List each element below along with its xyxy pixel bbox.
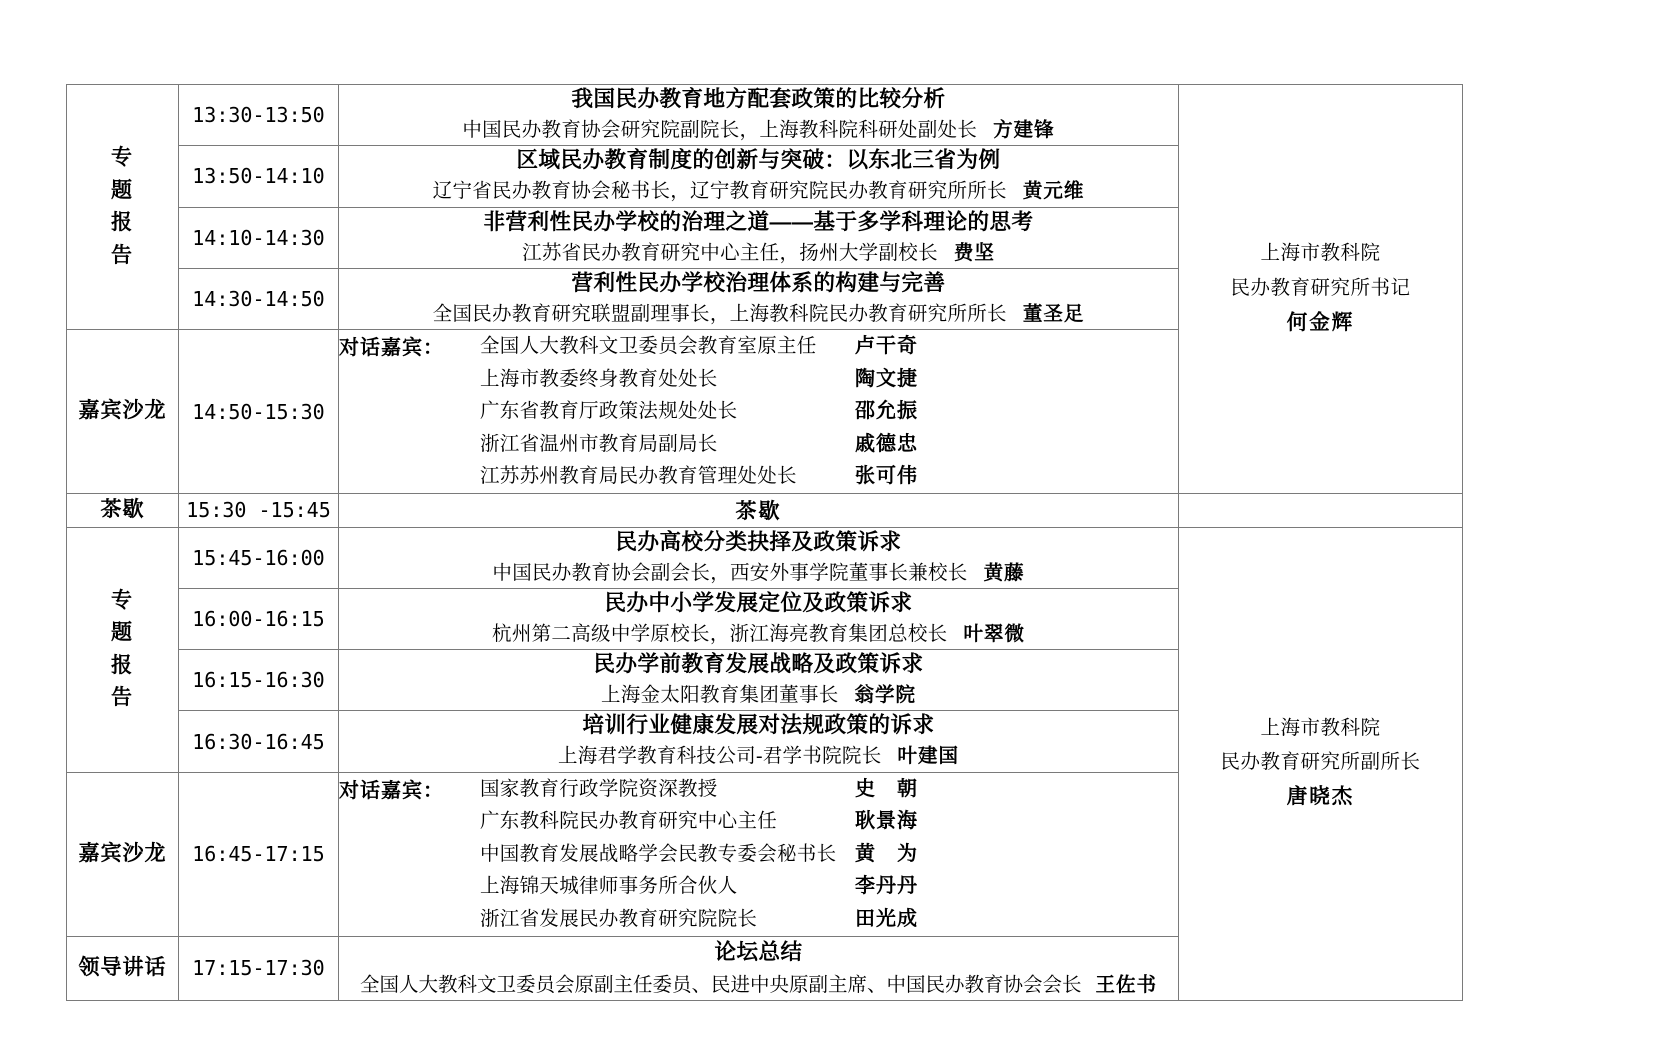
session-cell	[339, 711, 1179, 772]
guest-role: 江苏苏州教育局民办教育管理处处长	[480, 466, 797, 488]
guest-role: 上海市教委终身教育处处长	[480, 368, 718, 390]
session-time: 16:00-16:15	[179, 588, 339, 649]
speaker-affiliation: 辽宁省民办教育协会秘书长，辽宁教育研究院民办教育研究所所长	[432, 181, 1007, 203]
guest-name: 邵允振	[855, 400, 918, 423]
session-cell	[339, 85, 1179, 146]
speaker-name: 董圣足	[1022, 302, 1085, 325]
session-speaker-line	[339, 681, 1178, 710]
guest-name: 田光成	[855, 908, 918, 930]
summary-title: 论坛总结	[714, 939, 803, 964]
salon-guest-list	[480, 773, 1178, 936]
guest-role: 广东教科院民办教育研究中心主任	[480, 811, 778, 833]
session-time: 16:30-16:45	[179, 711, 339, 772]
speaker-name: 黄藤	[983, 561, 1025, 584]
session-title: 民办高校分类抉择及政策诉求	[615, 529, 902, 554]
guest-name: 耿景海	[855, 810, 918, 833]
host-org-line2: 民办教育研究所副所长	[1220, 752, 1421, 774]
host-cell-1	[1179, 85, 1463, 494]
speaker-affiliation: 上海金太阳教育集团董事长	[600, 685, 839, 707]
guest-role: 广东省教育厅政策法规处处长	[480, 401, 738, 423]
guest-name: 张可伟	[855, 465, 918, 488]
guest-role: 国家教育行政学院资深教授	[480, 778, 718, 800]
session-cell	[339, 146, 1179, 207]
list-item	[480, 838, 1178, 871]
speaker-affiliation: 杭州第二高级中学原校长，浙江海亮教育集团总校长	[492, 623, 948, 645]
guest-name: 史 朝	[855, 777, 918, 800]
session-time: 16:45-17:15	[179, 772, 339, 936]
list-item	[480, 330, 1178, 363]
session-title: 区域民办教育制度的创新与突破：以东北三省为例	[516, 148, 1001, 173]
salon-label: 对话嘉宾：	[339, 337, 444, 360]
guest-name: 陶文捷	[855, 367, 918, 390]
guest-name: 李丹丹	[855, 875, 918, 898]
tea-break-label: 茶歇	[339, 494, 1179, 528]
salon-cell	[339, 772, 1179, 936]
category-cell-leader-speech: 领导讲话	[67, 936, 179, 1000]
category-char: 报	[111, 211, 134, 235]
session-title: 营利性民办学校治理体系的构建与完善	[571, 270, 946, 295]
host-name: 何金辉	[1286, 310, 1355, 334]
salon-cell	[339, 330, 1179, 494]
table-row	[67, 527, 1463, 588]
category-char: 专	[111, 588, 134, 612]
list-item	[480, 805, 1178, 838]
conference-schedule-table	[66, 84, 1463, 1001]
host-cell-empty	[1179, 494, 1463, 528]
speaker-affiliation: 江苏省民办教育研究中心主任，扬州大学副校长	[522, 242, 938, 264]
speaker-affiliation: 全国人大教科文卫委员会原副主任委员、民进中央原副主席、中国民办教育协会会长	[359, 974, 1082, 996]
speaker-name: 黄元维	[1022, 180, 1085, 203]
salon-label: 对话嘉宾：	[339, 779, 444, 802]
category-cell-topic-reports-2	[67, 527, 179, 772]
session-time: 14:10-14:30	[179, 207, 339, 268]
session-cell	[339, 527, 1179, 588]
session-speaker-line	[339, 116, 1178, 145]
session-time: 14:30-14:50	[179, 268, 339, 329]
guest-name: 戚德忠	[855, 432, 918, 455]
speaker-name: 费坚	[953, 241, 995, 264]
host-cell-2	[1179, 527, 1463, 1000]
session-title: 民办中小学发展定位及政策诉求	[604, 590, 913, 615]
host-org-line1: 上海市教科院	[1260, 718, 1381, 740]
session-time: 14:50-15:30	[179, 330, 339, 494]
guest-role: 中国教育发展战略学会民教专委会秘书长	[480, 843, 837, 865]
summary-cell	[339, 936, 1179, 1000]
category-char: 告	[111, 243, 134, 267]
speaker-name: 翁学院	[854, 684, 917, 707]
category-cell-guest-salon-1: 嘉宾沙龙	[67, 330, 179, 494]
session-time: 13:50-14:10	[179, 146, 339, 207]
speaker-name: 叶建国	[897, 745, 960, 768]
session-title: 我国民办教育地方配套政策的比较分析	[571, 87, 946, 111]
session-speaker-line	[339, 177, 1178, 206]
session-time: 17:15-17:30	[179, 936, 339, 1000]
guest-name: 黄 为	[855, 842, 918, 865]
guest-role: 上海锦天城律师事务所合伙人	[480, 876, 738, 898]
session-time: 15:30 -15:45	[179, 494, 339, 528]
category-cell-tea-break: 茶歇	[67, 494, 179, 528]
category-char: 告	[111, 686, 134, 710]
category-cell-topic-reports-1	[67, 85, 179, 330]
session-time: 15:45-16:00	[179, 527, 339, 588]
category-cell-guest-salon-2: 嘉宾沙龙	[67, 772, 179, 936]
speaker-name: 方建锋	[993, 119, 1055, 142]
guest-role: 浙江省温州市教育局副局长	[480, 433, 718, 455]
session-speaker-line	[339, 742, 1178, 771]
summary-speaker-line	[339, 971, 1178, 1000]
session-speaker-line	[339, 300, 1178, 329]
guest-role: 全国人大教科文卫委员会教育室原主任	[480, 336, 817, 358]
category-char: 专	[111, 145, 134, 169]
list-item	[480, 773, 1178, 806]
category-char: 题	[111, 178, 134, 202]
session-speaker-line	[339, 620, 1178, 649]
speaker-name: 叶翠微	[963, 622, 1025, 645]
session-speaker-line	[339, 559, 1178, 588]
speaker-affiliation: 中国民办教育协会研究院副院长，上海教科院科研处副处长	[462, 120, 978, 142]
list-item	[480, 870, 1178, 903]
session-cell	[339, 588, 1179, 649]
session-time: 13:30-13:50	[179, 85, 339, 146]
list-item	[480, 395, 1178, 428]
session-time: 16:15-16:30	[179, 650, 339, 711]
speaker-name: 王佐书	[1095, 973, 1158, 996]
speaker-affiliation: 中国民办教育协会副会长，西安外事学院董事长兼校长	[492, 562, 968, 584]
session-cell	[339, 207, 1179, 268]
host-org-line2: 民办教育研究所书记	[1230, 277, 1411, 299]
category-char: 报	[111, 653, 134, 677]
salon-guest-list	[480, 330, 1178, 493]
table-row	[67, 85, 1463, 146]
guest-role: 浙江省发展民办教育研究院院长	[480, 909, 758, 930]
session-title: 非营利性民办学校的治理之道——基于多学科理论的思考	[483, 209, 1034, 234]
session-title: 民办学前教育发展战略及政策诉求	[593, 652, 924, 677]
host-org-line1: 上海市教科院	[1260, 243, 1381, 265]
list-item	[480, 903, 1178, 936]
host-name: 唐晓杰	[1286, 785, 1355, 809]
session-speaker-line	[339, 239, 1178, 268]
list-item	[480, 428, 1178, 461]
list-item	[480, 460, 1178, 493]
speaker-affiliation: 上海君学教育科技公司-君学书院院长	[557, 746, 882, 768]
session-title: 培训行业健康发展对法规政策的诉求	[582, 713, 935, 738]
table-row	[67, 494, 1463, 528]
list-item	[480, 363, 1178, 396]
speaker-affiliation: 全国民办教育研究联盟副理事长，上海教科院民办教育研究所所长	[432, 303, 1007, 325]
guest-name: 卢干奇	[855, 335, 918, 358]
category-char: 题	[111, 621, 134, 645]
session-cell	[339, 268, 1179, 329]
session-cell	[339, 650, 1179, 711]
